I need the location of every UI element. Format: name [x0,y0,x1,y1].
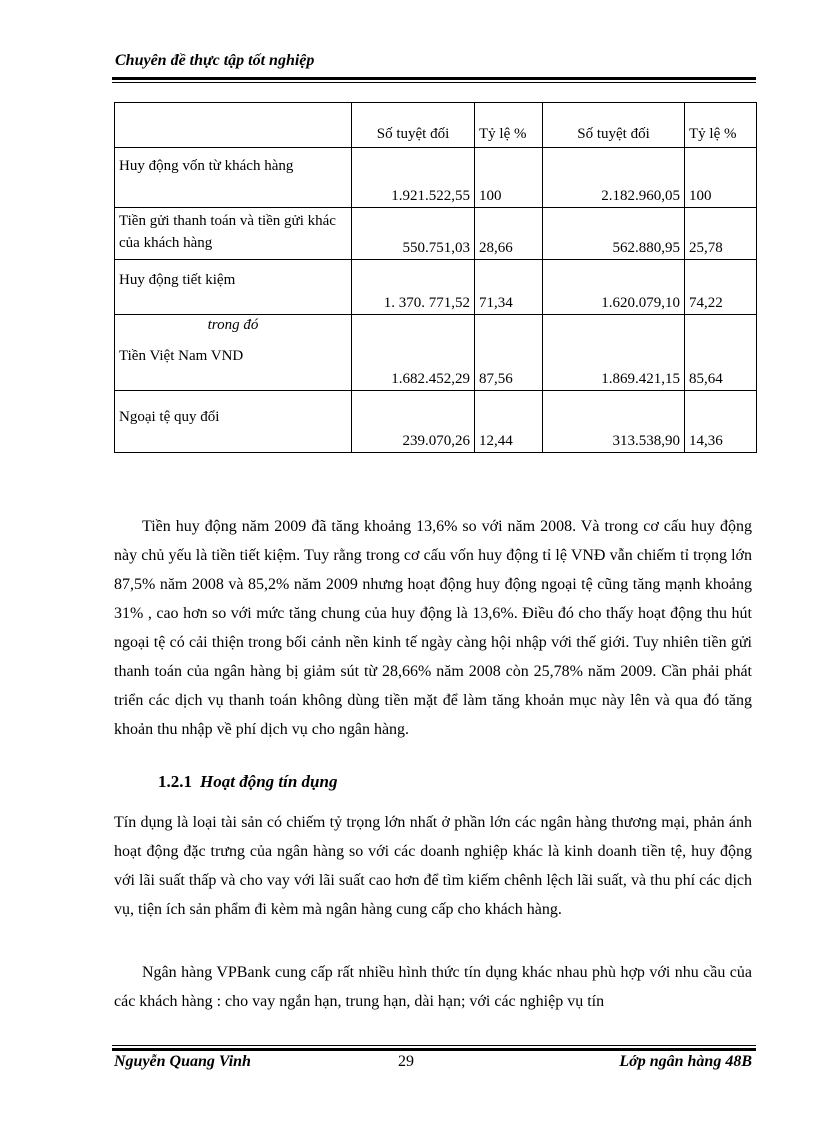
footer-author: Nguyễn Quang Vinh [114,1053,251,1070]
table-header-cell: Tỷ lệ % [685,103,757,148]
value-2008: 1. 370. 771,52 [352,260,475,315]
paragraph-vpbank-credit: Ngân hàng VPBank cung cấp rất nhiều hình thức tín dụng khác nhau phù hợp với nhu cầu của các khách hàng : cho vay ngắn hạn, trung hạn, dài hạn; với các nghiệp vụ tín [114,964,752,1010]
table-header-cell: Số tuyệt đối [352,103,475,148]
footer-divider [112,1045,756,1051]
table-header-cell: Tỷ lệ % [475,103,543,148]
value-2009: 1.869.421,15 [543,315,685,391]
table-row [115,391,757,453]
row-label: Tiền Việt Nam VND [119,348,244,364]
table-row [115,315,757,391]
value-2009: 2.182.960,05 [543,148,685,208]
value-2008: 1.921.522,55 [352,148,475,208]
percent-2009: 25,78 [685,208,757,260]
percent-2008: 100 [475,148,543,208]
value-2008: 550.751,03 [352,208,475,260]
percent-2009: 14,36 [685,391,757,453]
percent-2008: 12,44 [475,391,543,453]
percent-2008: 71,34 [475,260,543,315]
percent-2009: 85,64 [685,315,757,391]
page-header-title: Chuyên đề thực tập tốt nghiệp [115,52,315,69]
row-label: Tiền gửi thanh toán và tiền gửi khác của khách hàng [115,208,352,260]
header-divider [112,77,756,83]
section-title: Hoạt động tín dụng [200,772,338,791]
section-heading [158,772,337,792]
deposit-table [114,102,757,453]
percent-2008: 28,66 [475,208,543,260]
row-label-cell [115,315,352,391]
row-label: Huy động tiết kiệm [115,260,352,315]
footer-class: Lớp ngân hàng 48B [619,1053,752,1070]
table-header-row [115,103,757,148]
table-row [115,208,757,260]
value-2009: 1.620.079,10 [543,260,685,315]
page-number: 29 [398,1053,414,1070]
value-2008: 239.070,26 [352,391,475,453]
value-2008: 1.682.452,29 [352,315,475,391]
table-header-cell [115,103,352,148]
paragraph-credit-intro: Tín dụng là loại tài sản có chiếm tỷ trọng lớn nhất ở phần lớn các ngân hàng thương mại, phản ánh hoạt động đặc trưng của ngân hàng so với các doanh nghiệp khác là kinh doanh tiền tệ, huy động với lãi suất thấp và cho vay với lãi suất cao hơn để tìm kiếm chênh lệch lãi suất, và thu phí các dịch vụ, tiện ích sản phẩm đi kèm mà ngân hàng cung cấp cho khách hàng. [114,814,752,918]
table-header-cell: Số tuyệt đối [543,103,685,148]
row-sublabel: trong đó [207,317,259,333]
table-row [115,260,757,315]
table-row [115,148,757,208]
row-label: Huy động vốn từ khách hàng [115,148,352,208]
value-2009: 562.880,95 [543,208,685,260]
section-number: 1.2.1 [158,772,192,791]
row-label: Ngoại tệ quy đổi [115,391,352,453]
value-2009: 313.538,90 [543,391,685,453]
percent-2009: 100 [685,148,757,208]
percent-2009: 74,22 [685,260,757,315]
percent-2008: 87,56 [475,315,543,391]
paragraph-deposit-analysis: Tiền huy động năm 2009 đã tăng khoảng 13,6% so với năm 2008. Và trong cơ cấu huy động này chủ yếu là tiền tiết kiệm. Tuy rằng trong cơ cấu vốn huy động tỉ lệ VNĐ vẫn chiếm tỉ trọng lớn 87,5% năm 2008 và 85,2% năm 2009 nhưng hoạt động huy động ngoại tệ cũng tăng mạnh khoảng 31% , cao hơn so với mức tăng chung của huy động là 13,6%. Điều đó cho thấy hoạt động thu hút ngoại tệ có cải thiện trong bối cảnh nền kinh tế ngày càng hội nhập với thế giới. Tuy nhiên tiền gửi thanh toán của ngân hàng bị giảm sút từ 28,66% năm 2008 còn 25,78% năm 2009. Cần phải phát triển các dịch vụ thanh toán không dùng tiền mặt để làm tăng khoản mục này lên và qua đó tăng khoản thu nhập về phí dịch vụ cho ngân hàng. [114,518,752,738]
